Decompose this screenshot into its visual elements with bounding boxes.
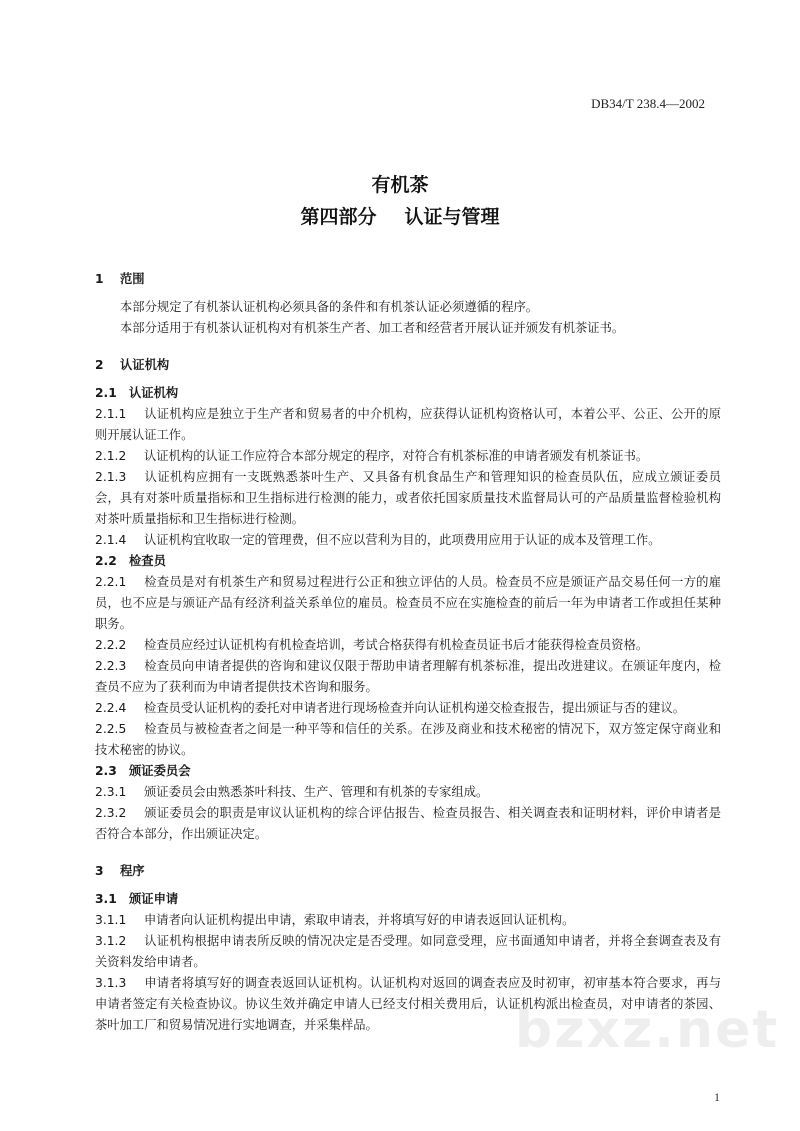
- paragraph: 本部分规定了有机茶认证机构必须具备的条件和有机茶认证必须遵循的程序。: [120, 300, 539, 314]
- clause: 3.1.2 认证机构根据申请表所反映的情况决定是否受理。如同意受理，应书面通知申请者，并将全套调查表及有关资料发给申请者。: [95, 934, 721, 969]
- clause: 3.1.3 申请者将填写好的调查表返回认证机构。认证机构对返回的调查表应及时初审，初审基本符合要求，再与申请者签定有关检查协议。协议生效并确定申请人已经支付相关费用后，认证机构派出检查员，对申请者的茶园、茶叶加工厂和贸易情况进行实地调查，并采集样品。: [95, 976, 721, 1032]
- clause: 2.1.1 认证机构应是独立于生产者和贸易者的中介机构，应获得认证机构资格认可，本着公平、公正、公开的原则开展认证工作。: [95, 407, 721, 442]
- subsection-heading: 2.2 检查员: [95, 554, 166, 568]
- clause: 2.2.5 检查员与被检查者之间是一种平等和信任的关系。在涉及商业和技术秘密的情况下，双方签定保守商业和技术秘密的协议。: [95, 722, 721, 757]
- page-number: 1: [714, 1090, 720, 1104]
- subsection-heading: 2.1 认证机构: [95, 386, 179, 400]
- part-label: 第四部分: [300, 206, 377, 228]
- clause: 2.1.3 认证机构应拥有一支既熟悉茶叶生产、又具备有机食品生产和管理知识的检查员队伍，应成立颁证委员会，具有对茶叶质量指标和卫生指标进行检测的能力，或者依托国家质量技术监督局认可的产品质量监督检验机构对茶叶质量指标和卫生指标进行检测。: [95, 470, 721, 526]
- clause: 3.1.1 申请者向认证机构提出申请，索取申请表，并将填写好的申请表返回认证机构。: [95, 913, 575, 927]
- watermark: bzxz.net: [515, 1000, 780, 1060]
- section-heading-3: 3 程序: [95, 864, 145, 878]
- clause: 2.3.1 颁证委员会由熟悉茶叶科技、生产、管理和有机茶的专家组成。: [95, 785, 489, 799]
- document-body: [95, 260, 721, 1036]
- clause: 2.2.3 检查员向申请者提供的咨询和建议仅限于帮助申请者理解有机茶标准，提出改进建议。在颁证年度内，检查员不应为了获利而为申请者提供技术咨询和服务。: [95, 659, 721, 694]
- subsection-heading: 3.1 颁证申请: [95, 892, 179, 906]
- clause: 2.2.4 检查员受认证机构的委托对申请者进行现场检查并向认证机构递交检查报告，提出颁证与否的建议。: [95, 701, 686, 715]
- document-subtitle: [0, 202, 800, 229]
- clause: 2.1.4 认证机构宜收取一定的管理费，但不应以营利为目的，此项费用应用于认证的成本及管理工作。: [95, 533, 661, 547]
- clause: 2.2.1 检查员是对有机茶生产和贸易过程进行公正和独立评估的人员。检查员不应是颁证产品交易任何一方的雇员，也不应是与颁证产品有经济利益关系单位的雇员。检查员不应在实施检查的前后一年为申请者工作或担任某种职务。: [95, 575, 721, 631]
- clause: 2.2.2 检查员应经过认证机构有机检查培训，考试合格获得有机检查员证书后才能获得检查员资格。: [95, 638, 649, 652]
- section-heading-1: 1 范围: [95, 272, 145, 286]
- document-title: 有机茶: [371, 174, 429, 196]
- paragraph: 本部分适用于有机茶认证机构对有机茶生产者、加工者和经营者开展认证并颁发有机茶证书。: [120, 321, 625, 335]
- clause: 2.3.2 颁证委员会的职责是审议认证机构的综合评估报告、检查员报告、相关调查表和证明材料，评价申请者是否符合本部分，作出颁证决定。: [95, 806, 721, 841]
- subsection-heading: 2.3 颁证委员会: [95, 764, 191, 778]
- part-name: 认证与管理: [404, 206, 500, 228]
- section-heading-2: 2 认证机构: [95, 358, 170, 372]
- clause: 2.1.2 认证机构的认证工作应符合本部分规定的程序，对符合有机茶标准的申请者颁发有机茶证书。: [95, 449, 649, 463]
- standard-code: DB34/T 238.4—2002: [591, 96, 705, 111]
